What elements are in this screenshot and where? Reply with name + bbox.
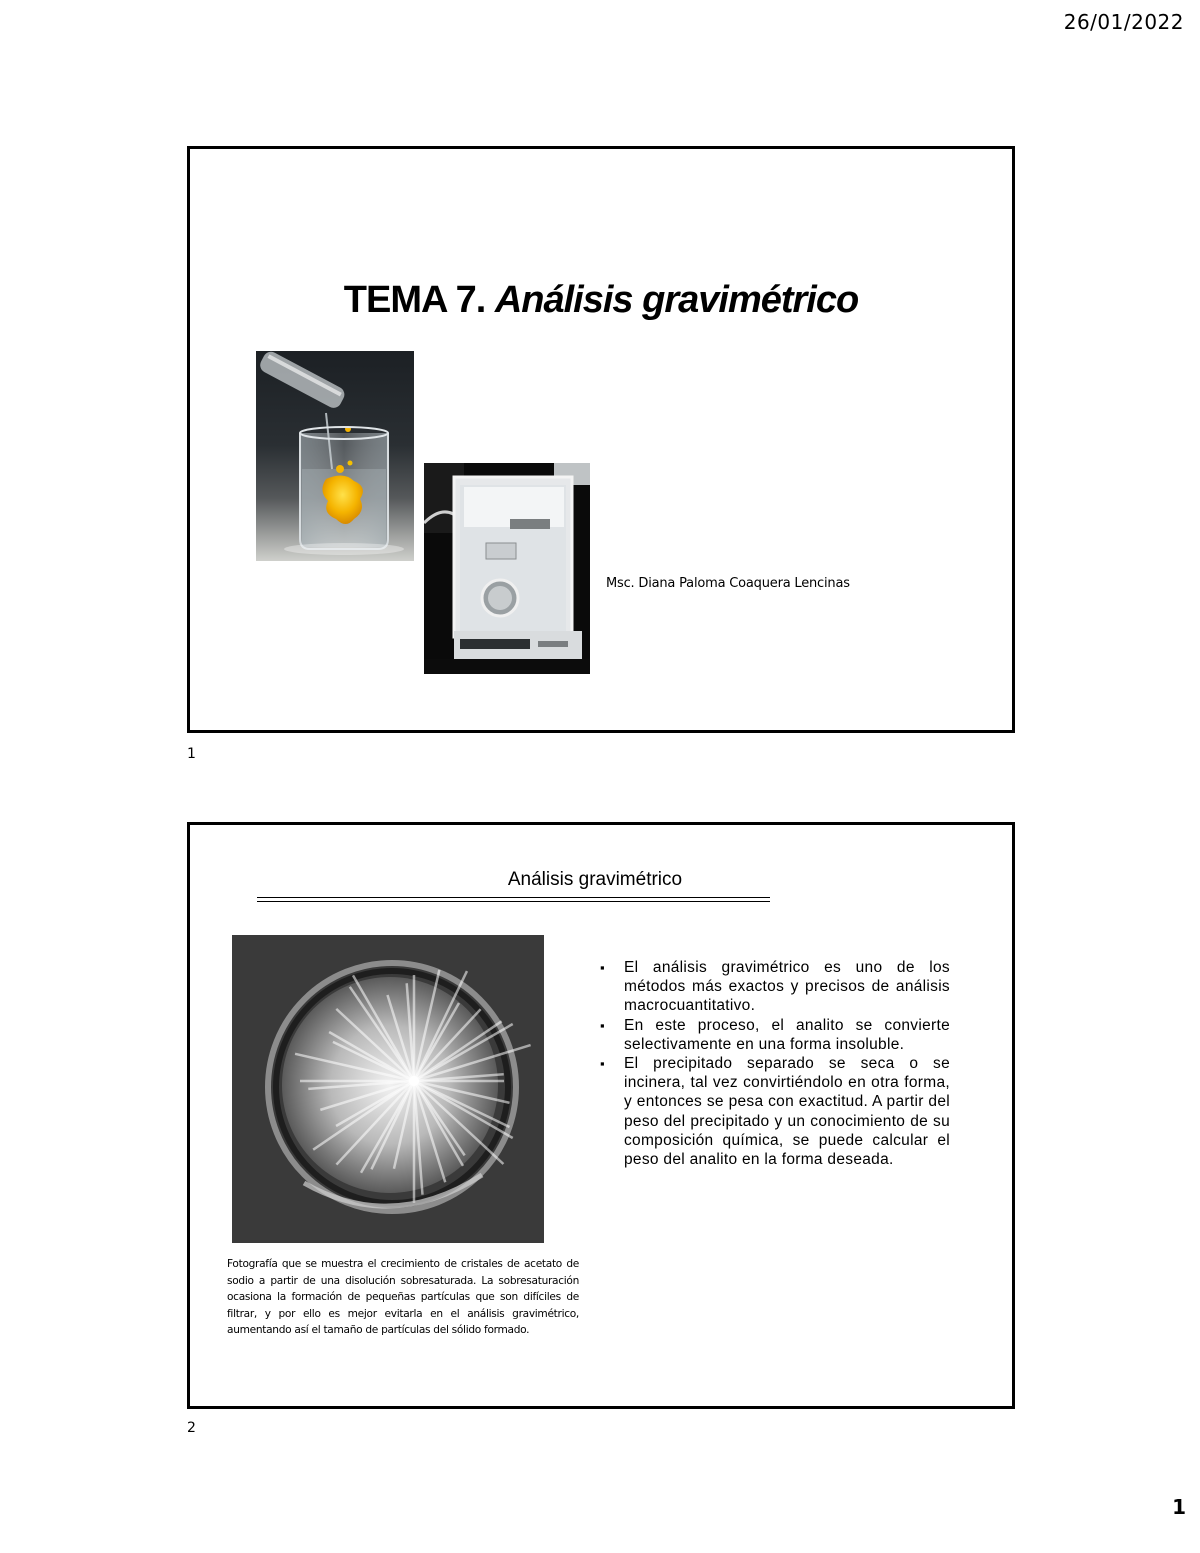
bullet-item xyxy=(600,1016,950,1054)
beaker-precipitate-photo xyxy=(256,351,414,561)
slide-1-number: 1 xyxy=(187,746,196,762)
slide-2-title: Análisis gravimétrico xyxy=(507,869,683,890)
slide-2-number: 2 xyxy=(187,1420,196,1436)
bullet-text: El análisis gravimétrico es uno de los métodos más exactos y precisos de análisis macrocuantitativo. xyxy=(624,959,950,1015)
bullet-text: En este proceso, el analito se convierte selectivamente en una forma insoluble. xyxy=(624,1016,950,1053)
page-number: 1 xyxy=(1172,1495,1186,1519)
photo-caption: Fotografía que se muestra el crecimiento de cristales de acetato de sodio a partir de una disolución sobresaturada. La sobresaturación ocasiona la formación de pequeñas partículas que son difíciles de filtrar, y por ello es mejor evitarla en el análisis gravimétrico, aumentando así el tamaño de partículas del sólido formado. xyxy=(227,1258,579,1336)
slide-2 xyxy=(187,822,1015,1409)
title-prefix: TEMA 7. xyxy=(343,279,486,321)
bullet-marker: ▪ xyxy=(600,1017,605,1033)
slide-1-title xyxy=(190,279,1012,322)
slide-1 xyxy=(187,146,1015,733)
author-name: Msc. Diana Paloma Coaquera Lencinas xyxy=(606,576,850,591)
bullet-text: El precipitado separado se seca o se incinera, tal vez convirtiéndolo en otra forma, y entonces se pesa con exactitud. A partir del peso del precipitado y un conocimiento de su composición química, se puede calcular el peso del analito en la forma deseada. xyxy=(624,1055,950,1169)
bullet-marker: ▪ xyxy=(600,960,605,975)
bullet-item xyxy=(600,958,950,1016)
title-underline xyxy=(257,897,770,902)
analytical-balance-photo xyxy=(424,463,590,674)
bullet-list xyxy=(600,958,950,1169)
bullet-marker: ▪ xyxy=(600,1056,605,1072)
title-italic: Análisis gravimétrico xyxy=(494,279,859,321)
print-date: 26/01/2022 xyxy=(1063,10,1184,34)
bullet-item xyxy=(600,1054,950,1169)
sodium-acetate-crystal-photo xyxy=(232,935,544,1243)
